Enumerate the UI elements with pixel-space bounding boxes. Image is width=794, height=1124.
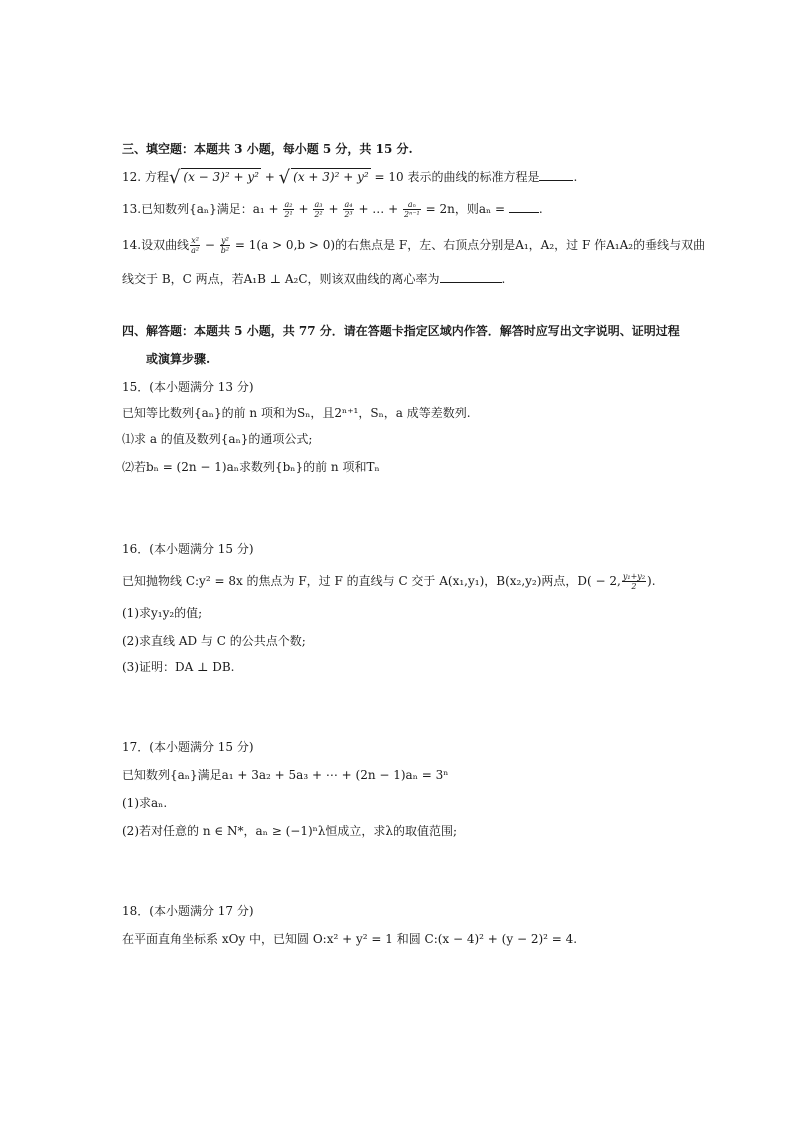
q13-end: . — [538, 202, 543, 216]
q14-end: . — [501, 272, 506, 286]
q12-tail: = 10 表示的曲线的标准方程是 — [370, 170, 540, 184]
sqrt-symbol: √ — [278, 167, 291, 188]
fraction: $\frac{\text{aₙ}}{\text{2ⁿ⁻¹}}$ — [404, 200, 420, 219]
fraction: $\frac{\text{a₃}}{\text{2²}}$ — [314, 200, 323, 219]
q13-mid: + … + — [354, 202, 402, 216]
q13-prefix: 13.已知数列{aₙ}满足：a₁ + — [122, 202, 283, 216]
q17-part2: (2)若对任意的 n ∈ N*，aₙ ≥ (−1)ⁿλ恒成立，求λ的取值范围; — [122, 824, 458, 838]
q16-part1: (1)求y₁y₂的值; — [122, 606, 203, 620]
q16-stem — [122, 572, 656, 591]
q18-header: 18．(本小题满分 17 分) — [122, 904, 254, 918]
q14-minus: − — [201, 238, 219, 252]
question-13: 13.已知数列{aₙ}满足：a₁ + $\frac{\text{a₂}}{\text{2¹}}$ + $\frac{\text{a₃}}{\text{2²}}$ + $\frac{\text{a₄}}{\text{2³}}$ + … + $\frac{\text{aₙ}}{\text{2ⁿ⁻¹}}$ = 2n，则aₙ = . — [122, 200, 543, 219]
q15-part1: ⑴求 a 的值及数列{aₙ}的通项公式; — [122, 432, 313, 446]
q15-part2: ⑵若bₙ = (2n − 1)aₙ求数列{bₙ}的前 n 项和Tₙ — [122, 460, 380, 474]
q12-root2: (x + 3)² + y² — [293, 170, 369, 184]
fraction: $\frac{\text{y²}}{\text{b²}}$ — [220, 236, 230, 255]
q17-stem: 已知数列{aₙ}满足a₁ + 3a₂ + 5a₃ + ⋯ + (2n − 1)aₙ = 3ⁿ — [122, 768, 449, 782]
q12-number: 12. — [122, 170, 142, 184]
q12-end: . — [573, 170, 578, 184]
q12-plus: + — [260, 170, 279, 184]
q16-stem-end: ). — [647, 574, 656, 588]
q18-stem: 在平面直角坐标系 xOy 中，已知圆 O:x² + y² = 1 和圆 C:(x − 4)² + (y − 2)² = 4. — [122, 932, 578, 946]
q14-line2-text: 线交于 B，C 两点，若A₁B ⊥ A₂C，则该双曲线的离心率为 — [122, 272, 440, 286]
fraction: $\frac{\text{a₂}}{\text{2¹}}$ — [284, 200, 293, 219]
q15-stem: 已知等比数列{aₙ}的前 n 项和为Sₙ，且2ⁿ⁺¹，Sₙ，a 成等差数列. — [122, 406, 471, 420]
section4-heading: 四、解答题：本题共 5 小题，共 77 分．请在答题卡指定区域内作答．解答时应写出文字说明、证明过程 — [122, 324, 680, 338]
q14-prefix: 14.设双曲线 — [122, 238, 190, 252]
section3-heading: 三、填空题：本题共 3 小题，每小题 5 分，共 15 分. — [122, 142, 413, 156]
fraction: $\frac{\text{y₁+y₂}}{2}$ — [622, 572, 646, 591]
q13-tail: = 2n，则aₙ = — [421, 202, 509, 216]
q16-header: 16．(本小题满分 15 分) — [122, 542, 254, 556]
q14-line1-text: = 1(a > 0,b > 0)的右焦点是 F，左、右顶点分别是A₁，A₂，过 F 作A₁A₂的垂线与双曲 — [231, 238, 706, 252]
question-12 — [122, 168, 577, 187]
q15-header: 15．(本小题满分 13 分) — [122, 380, 254, 394]
question-14-line1 — [122, 236, 705, 255]
q16-part2: (2)求直线 AD 与 C 的公共点个数; — [122, 634, 306, 648]
q12-prefix: 方程 — [144, 170, 169, 184]
question-14-line2 — [122, 270, 505, 288]
fraction: $\frac{\text{a₄}}{\text{2³}}$ — [344, 200, 353, 219]
fraction: $\frac{\text{x²}}{\text{a²}}$ — [191, 236, 200, 255]
q17-header: 17．(本小题满分 15 分) — [122, 740, 254, 754]
answer-blank[interactable] — [539, 168, 573, 181]
answer-blank[interactable] — [440, 270, 502, 283]
sqrt-symbol: √ — [168, 167, 181, 188]
q12-root1: (x − 3)² + y² — [183, 170, 259, 184]
q17-part1: (1)求aₙ. — [122, 796, 168, 810]
section4-heading-cont: 或演算步骤. — [146, 352, 211, 366]
answer-blank[interactable] — [509, 200, 539, 213]
q16-stem-text: 已知抛物线 C:y² = 8x 的焦点为 F，过 F 的直线与 C 交于 A(x₁,y₁)，B(x₂,y₂)两点，D( − 2, — [122, 574, 621, 588]
q16-part3: (3)证明：DA ⊥ DB. — [122, 660, 235, 674]
